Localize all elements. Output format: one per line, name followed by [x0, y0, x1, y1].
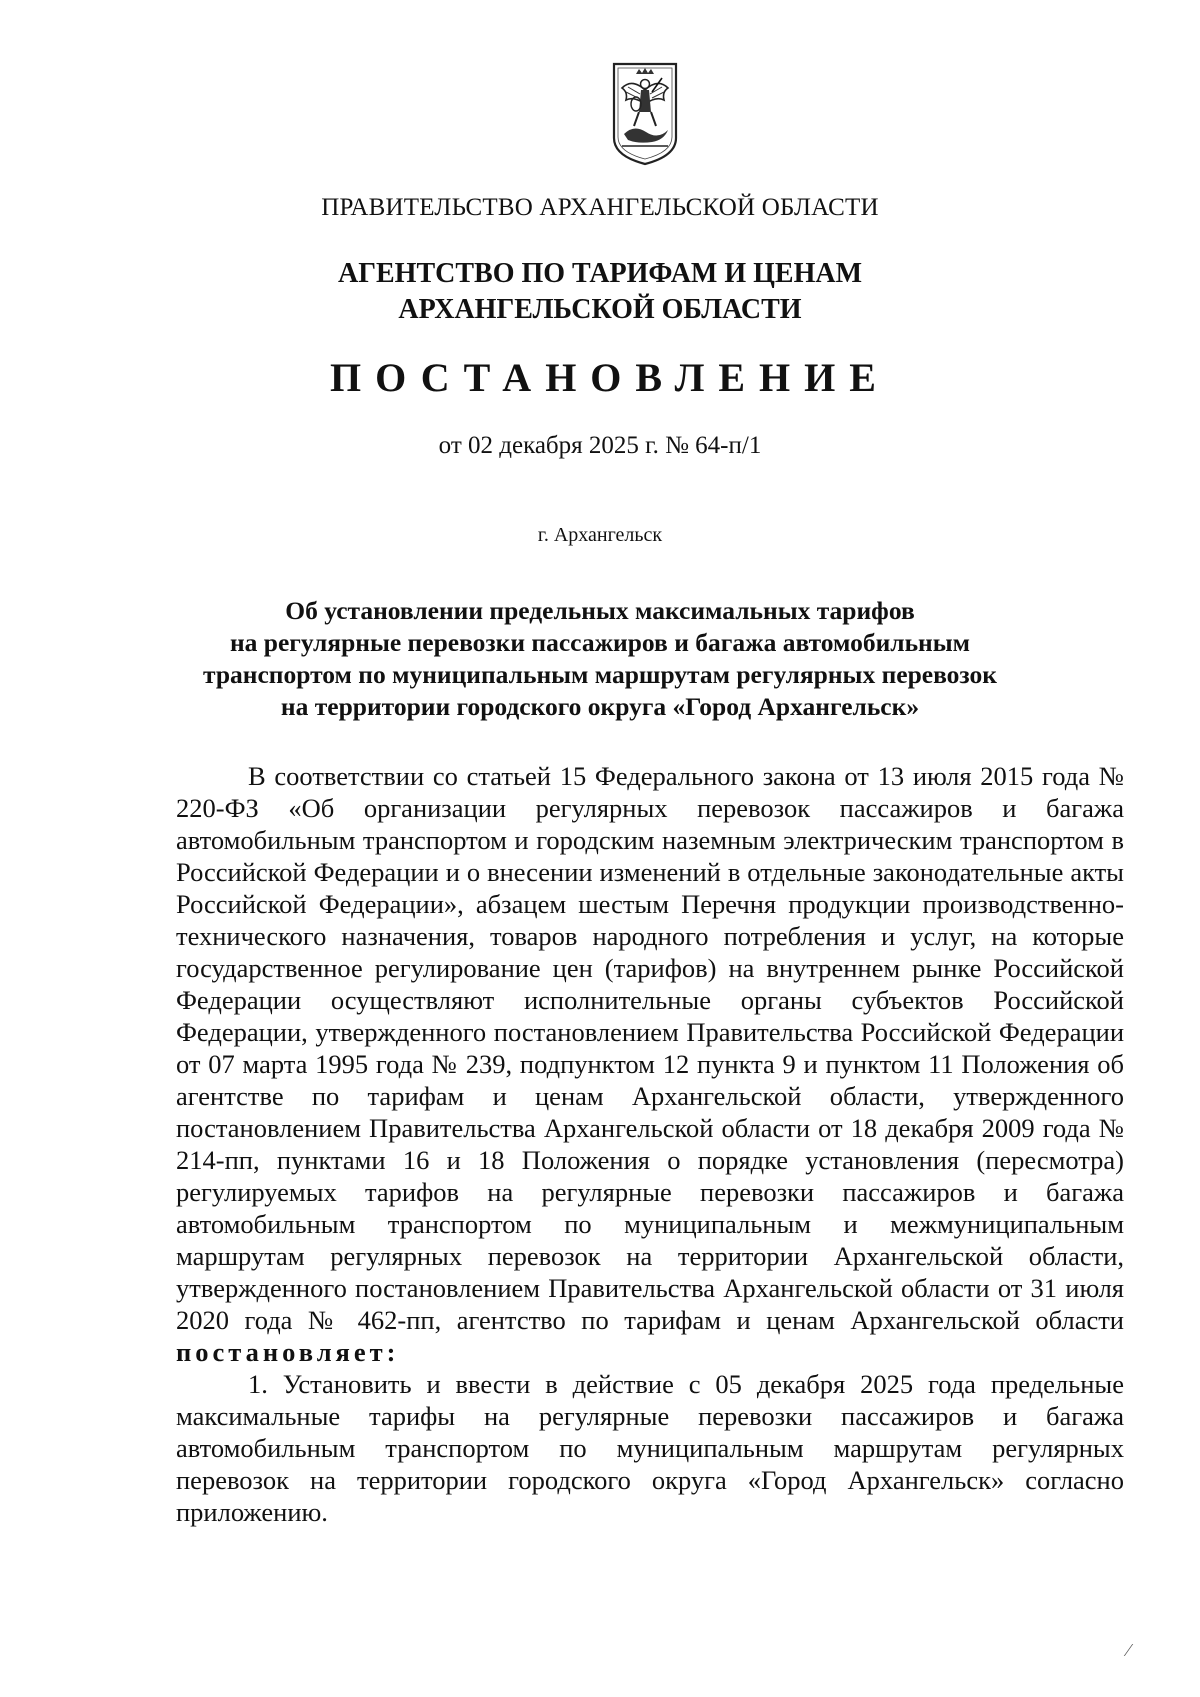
subject-line-4: на территории городского округа «Город Архангельск»	[280, 692, 920, 721]
document-date-number: от 02 декабря 2025 г. № 64-п/1	[438, 432, 762, 459]
margin-mark: ⁄	[1127, 1640, 1131, 1660]
subject-line-3: транспортом по муниципальным маршрутам регулярных перевозок	[203, 660, 997, 689]
agency-name-line-1: АГЕНТСТВО ПО ТАРИФАМ И ЦЕНАМ	[337, 258, 863, 289]
coat-of-arms-icon	[608, 60, 682, 168]
agency-name-line-2: АРХАНГЕЛЬСКОЙ ОБЛАСТИ	[398, 294, 802, 325]
preamble-text: В соответствии со статьей 15 Федерального закона от 13 июля 2015 года № 220-ФЗ «Об организации регулярных перевозок пассажиров и багажа автомобильным транспортом и городским наземным электрическим транспортом в Российской Федерации и о внесении изменений в отдельные законодательные акты Российской Федерации», абзацем шестым Перечня продукции производственно-технического назначения, товаров народного потребления и услуг, на которые государственное регулирование цен (тарифов) на внутреннем рынке Российской Федерации осуществляют исполнительные органы субъектов Российской Федерации, утвержденного постановлением Правительства Российской Федерации от 07 марта 1995 года № 239, подпунктом 12 пункта 9 и пунктом 11 Положения об агентстве по тарифам и ценам Архангельской области, утвержденного постановлением Правительства Архангельской области от 18 декабря 2009 года № 214-пп, пунктами 16 и 18 Положения о порядке установления (пересмотра) регулируемых тарифов на регулярные перевозки пассажиров и багажа автомобильным транспортом по муниципальным и межмуниципальным маршрутам регулярных перевозок на территории Архангельской области, утвержденного постановлением Правительства Архангельской области от 31 июля 2020 года № 462-пп, агентство по тарифам и ценам Архангельской области	[176, 761, 1124, 1335]
document-body	[176, 760, 1124, 1528]
agency-name	[0, 256, 1200, 328]
government-name: ПРАВИТЕЛЬСТВО АРХАНГЕЛЬСКОЙ ОБЛАСТИ	[321, 194, 879, 221]
subject-line-1: Об установлении предельных максимальных тарифов	[285, 596, 915, 625]
document-subject	[0, 595, 1200, 723]
document-type-title: ПОСТАНОВЛЕНИЕ	[330, 355, 890, 400]
item-1-paragraph: 1. Установить и ввести в действие с 05 декабря 2025 года предельные максимальные тарифы на регулярные перевозки пассажиров и багажа автомобильным транспортом по муниципальным маршрутам регулярных перевозок на территории городского округа «Город Архангельск» согласно приложению.	[176, 1369, 1124, 1527]
preamble-paragraph	[176, 760, 1124, 1368]
subject-line-2: на регулярные перевозки пассажиров и багажа автомобильным	[229, 628, 971, 657]
document-city: г. Архангельск	[537, 524, 663, 546]
resolves-word: постановляет:	[176, 1337, 400, 1367]
